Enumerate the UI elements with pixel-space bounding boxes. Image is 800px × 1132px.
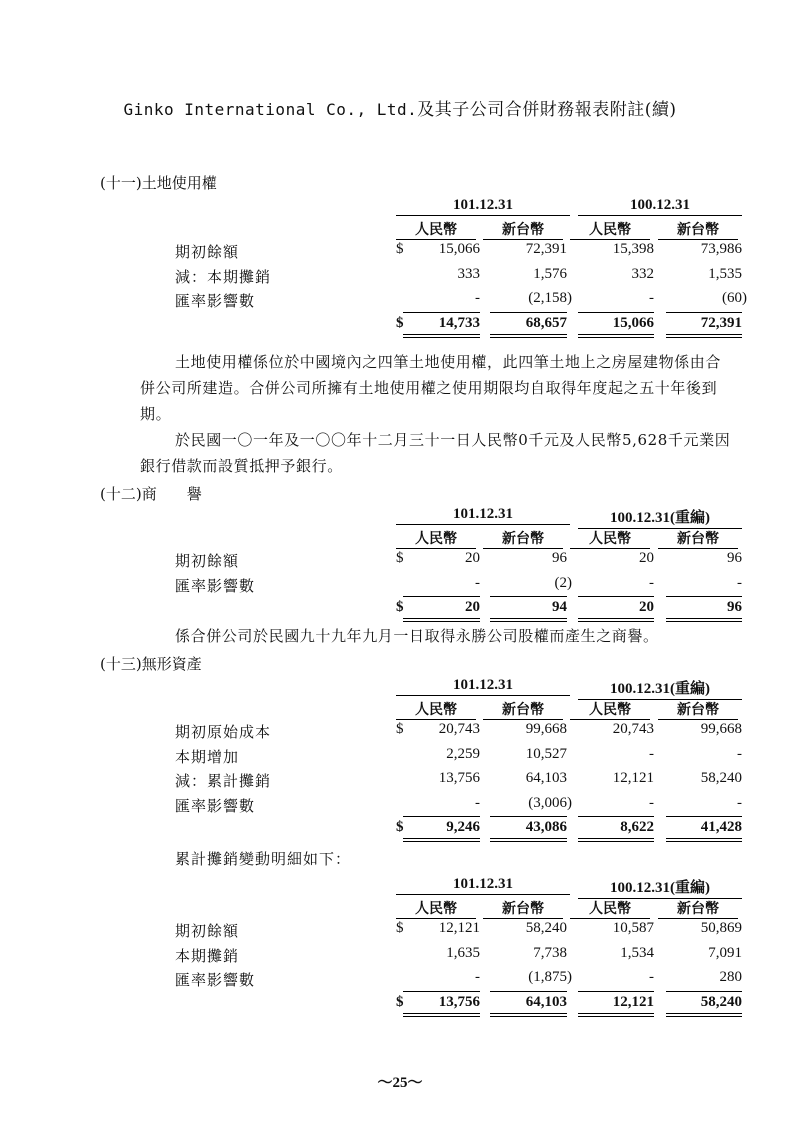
total-double-rule: [403, 334, 480, 338]
table-cell: (1,875): [528, 969, 572, 985]
total-double-rule: [666, 1013, 742, 1017]
subtotal-rule: [666, 312, 742, 313]
table-cell: (3,006): [528, 794, 572, 811]
currency-symbol: $: [396, 314, 404, 331]
total-cell: 20: [465, 599, 480, 615]
subtotal-rule: [403, 991, 480, 992]
column-header: 人民幣: [570, 898, 650, 919]
column-header: 人民幣: [396, 898, 476, 919]
total-double-rule: [403, 838, 480, 842]
column-header: 新台幣: [483, 528, 563, 549]
table-cell: -: [737, 794, 742, 811]
total-cell: 13,756: [438, 993, 480, 1010]
row-label: 匯率影響數: [175, 292, 256, 310]
table-cell: 99,668: [525, 721, 567, 737]
table-cell: -: [475, 290, 480, 306]
total-cell: 12,121: [612, 993, 654, 1010]
table-cell: 280: [719, 969, 742, 985]
column-header: 人民幣: [396, 219, 476, 240]
column-header: 人民幣: [570, 219, 650, 240]
period-header-prior: 100.12.31(重編): [578, 677, 742, 700]
currency-symbol: $: [396, 721, 404, 737]
subtotal-rule: [578, 596, 654, 597]
currency-symbol: $: [396, 819, 404, 835]
table-cell: 20,743: [612, 721, 654, 737]
total-double-rule: [578, 1013, 654, 1017]
table-cell: -: [649, 290, 654, 306]
period-header-prior: 100.12.31(重編): [578, 506, 742, 529]
period-header-current: 101.12.31: [396, 876, 570, 895]
subtotal-rule: [666, 991, 742, 992]
total-double-rule: [666, 838, 742, 842]
total-double-rule: [490, 618, 567, 622]
company-name-en: Ginko International Co., Ltd.: [123, 100, 418, 119]
table-cell: 12,121: [438, 920, 480, 936]
subtotal-rule: [578, 991, 654, 992]
subtotal-rule: [490, 312, 567, 313]
table-cell: 332: [631, 265, 654, 282]
row-label: 期初餘額: [175, 922, 240, 940]
table-cell: (60): [722, 290, 747, 306]
subtotal-rule: [403, 312, 480, 313]
column-header: 新台幣: [658, 898, 738, 919]
table-cell: -: [649, 745, 654, 762]
period-header-current: 101.12.31: [396, 197, 570, 216]
goodwill-note: 係合併公司於民國九十九年九月一日取得永勝公司股權而產生之商譽。: [175, 627, 659, 645]
table-cell: 64,103: [525, 770, 567, 786]
total-cell: 8,622: [620, 819, 654, 835]
section-11-heading: (十一)土地使用權: [100, 174, 217, 192]
row-label: 期初原始成本: [175, 723, 272, 741]
table-cell: 96: [727, 550, 742, 566]
column-header: 新台幣: [483, 219, 563, 240]
table-cell: 50,869: [700, 920, 742, 936]
table-cell: 20: [639, 550, 654, 566]
table-cell: 7,738: [533, 944, 567, 961]
currency-symbol: $: [396, 920, 404, 936]
column-header: 新台幣: [483, 699, 563, 720]
table-cell: -: [475, 969, 480, 985]
subtotal-rule: [666, 596, 742, 597]
total-cell: 20: [639, 599, 654, 615]
table-cell: 99,668: [700, 721, 742, 737]
amortization-detail-heading: 累計攤銷變動明細如下：: [175, 850, 352, 868]
section-12-heading: (十二)商 譽: [100, 485, 202, 503]
currency-symbol: $: [396, 599, 404, 615]
row-label: 匯率影響數: [175, 796, 256, 815]
subtotal-rule: [403, 596, 480, 597]
table-cell: 2,259: [446, 745, 480, 762]
subtotal-rule: [666, 816, 742, 817]
row-label: 減：累計攤銷: [175, 772, 272, 790]
column-header: 人民幣: [396, 528, 476, 549]
total-cell: 64,103: [525, 993, 567, 1010]
total-cell: 68,657: [525, 314, 567, 331]
total-double-rule: [578, 618, 654, 622]
pledge-note-line2: 銀行借款而設質抵押予銀行。: [140, 457, 343, 475]
total-double-rule: [666, 618, 742, 622]
table-cell: -: [475, 794, 480, 811]
table-cell: -: [649, 969, 654, 985]
table-cell: -: [649, 574, 654, 591]
row-label: 本期攤銷: [175, 946, 240, 965]
table-cell: 333: [457, 265, 480, 282]
period-header-prior: 100.12.31: [578, 197, 742, 216]
total-cell: 14,733: [438, 314, 480, 331]
land-note-line2: 併公司所建造。合併公司所擁有土地使用權之使用期限均自取得年度起之五十年後到: [140, 379, 718, 397]
table-cell: (2): [554, 574, 572, 591]
table-cell: 1,576: [533, 265, 567, 282]
total-double-rule: [666, 334, 742, 338]
table-cell: 12,121: [612, 770, 654, 786]
period-header-current: 101.12.31: [396, 677, 570, 696]
table-cell: -: [737, 745, 742, 762]
table-cell: 1,535: [708, 265, 742, 282]
column-header: 新台幣: [658, 219, 738, 240]
row-label: 減：本期攤銷: [175, 267, 272, 286]
table-cell: 15,398: [612, 241, 654, 257]
column-header: 人民幣: [396, 699, 476, 720]
total-double-rule: [403, 618, 480, 622]
report-title-zh: 及其子公司合併財務報表附註(續): [417, 100, 677, 120]
subtotal-rule: [578, 312, 654, 313]
land-note-line1: 土地使用權係位於中國境內之四筆土地使用權，此四筆土地上之房屋建物係由合: [175, 353, 722, 371]
row-label: 期初餘額: [175, 552, 240, 570]
table-cell: -: [649, 794, 654, 811]
table-cell: 13,756: [438, 770, 480, 786]
column-header: 新台幣: [658, 528, 738, 549]
table-cell: 10,587: [612, 920, 654, 936]
pledge-note-line1: 於民國一〇一年及一〇〇年十二月三十一日人民幣0千元及人民幣5,628千元業因: [175, 431, 731, 449]
total-double-rule: [403, 1013, 480, 1017]
table-cell: 1,534: [620, 944, 654, 961]
subtotal-rule: [490, 816, 567, 817]
table-cell: 7,091: [708, 944, 742, 961]
subtotal-rule: [490, 991, 567, 992]
table-cell: -: [737, 574, 742, 591]
total-cell: 94: [552, 599, 567, 615]
section-13-heading: (十三)無形資產: [100, 655, 202, 673]
table-cell: 73,986: [700, 241, 742, 257]
page-number: 〜25〜: [377, 1075, 423, 1091]
subtotal-rule: [578, 816, 654, 817]
currency-symbol: $: [396, 550, 404, 566]
table-cell: 72,391: [525, 241, 567, 257]
total-cell: 43,086: [525, 819, 567, 835]
column-header: 新台幣: [483, 898, 563, 919]
table-cell: 20,743: [438, 721, 480, 737]
table-cell: 58,240: [700, 770, 742, 786]
total-cell: 9,246: [446, 819, 480, 835]
column-header: 人民幣: [570, 528, 650, 549]
total-cell: 15,066: [612, 314, 654, 331]
total-double-rule: [490, 838, 567, 842]
table-cell: 10,527: [525, 745, 567, 762]
table-cell: 1,635: [446, 944, 480, 961]
currency-symbol: $: [396, 993, 404, 1010]
page-title: [0, 95, 800, 120]
total-double-rule: [578, 334, 654, 338]
total-cell: 72,391: [700, 314, 742, 331]
table-cell: 96: [552, 550, 567, 566]
row-label: 本期增加: [175, 747, 240, 766]
table-cell: 15,066: [438, 241, 480, 257]
subtotal-rule: [403, 816, 480, 817]
table-cell: 20: [465, 550, 480, 566]
row-label: 匯率影響數: [175, 971, 256, 989]
period-header-current: 101.12.31: [396, 506, 570, 525]
total-double-rule: [490, 1013, 567, 1017]
land-note-line3: 期。: [140, 405, 172, 423]
subtotal-rule: [490, 596, 567, 597]
table-cell: (2,158): [528, 290, 572, 306]
row-label: 期初餘額: [175, 243, 240, 261]
row-label: 匯率影響數: [175, 576, 256, 595]
column-header: 人民幣: [570, 699, 650, 720]
table-cell: 58,240: [525, 920, 567, 936]
column-header: 新台幣: [658, 699, 738, 720]
period-header-prior: 100.12.31(重編): [578, 876, 742, 899]
currency-symbol: $: [396, 241, 404, 257]
total-double-rule: [578, 838, 654, 842]
total-cell: 96: [727, 599, 742, 615]
table-cell: -: [475, 574, 480, 591]
total-cell: 41,428: [700, 819, 742, 835]
total-double-rule: [490, 334, 567, 338]
total-cell: 58,240: [700, 993, 742, 1010]
